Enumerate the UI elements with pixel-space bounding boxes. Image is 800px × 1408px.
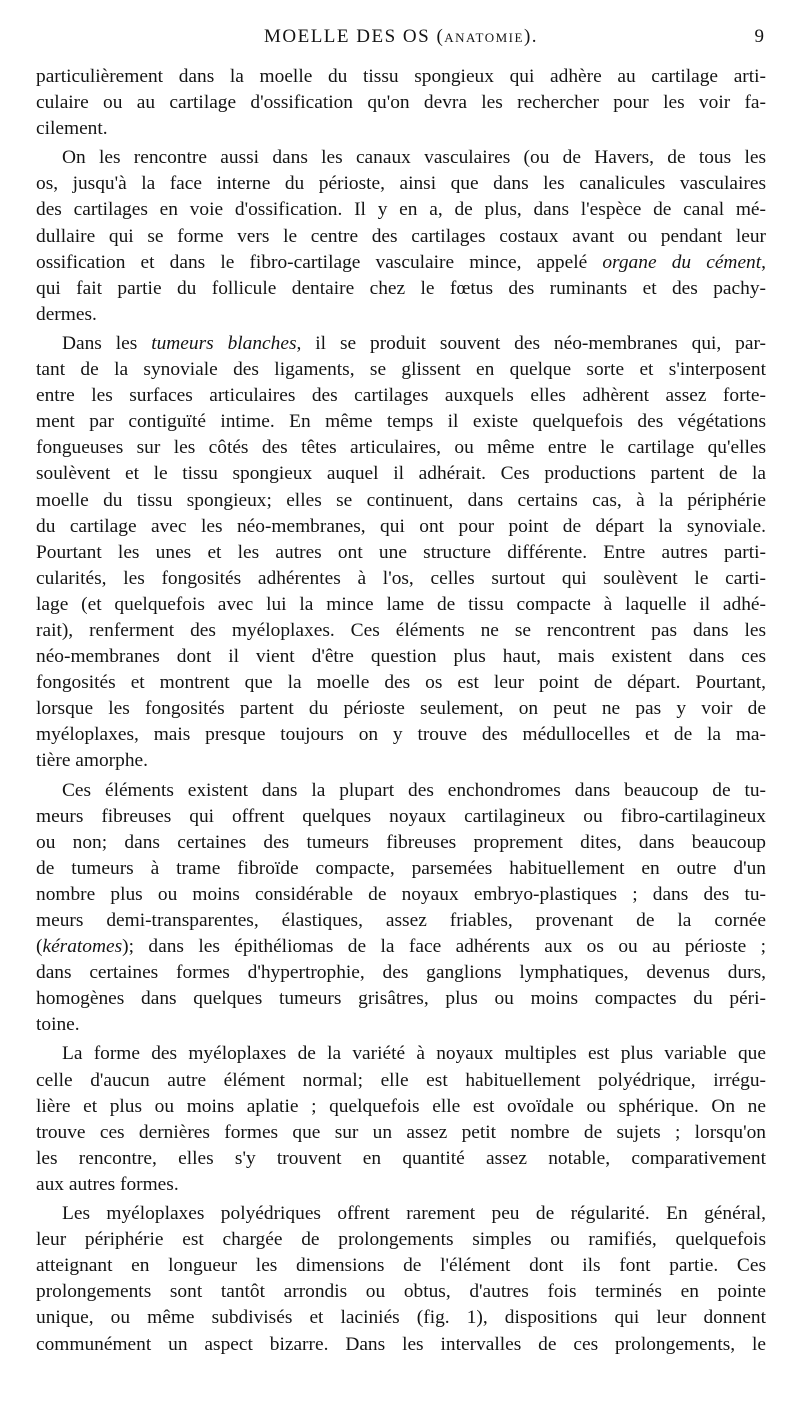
text-line: tant de la synoviale des ligaments, se glissent en quelque sorte et s'interposent xyxy=(36,359,766,381)
text-line: fongueuses sur les côtés des têtes articulaires, ou même entre le cartilage qu'elles xyxy=(36,437,766,459)
text-line: communément un aspect bizarre. Dans les intervalles de ces prolongements, le xyxy=(36,1333,766,1355)
text-line: du cartilage avec les néo-membranes, qui ont pour point de départ la synoviale. xyxy=(36,515,766,537)
text-line: os, jusqu'à la face interne du périoste, ainsi que dans les canalicules vasculaires xyxy=(36,173,766,195)
text-line: tière amorphe. xyxy=(36,750,148,772)
text-line: ou non; dans certaines des tumeurs fibreuses proprement dites, dans beaucoup xyxy=(36,831,766,853)
text-line: particulièrement dans la moelle du tissu spongieux qui adhère au cartilage arti- xyxy=(36,66,766,87)
paragraph xyxy=(36,1041,766,1198)
text-line: Les myéloplaxes polyédriques offrent rarement peu de régularité. En général, xyxy=(62,1203,766,1225)
paragraph xyxy=(36,145,766,328)
text-line: ment par contiguïté intime. En même temps il existe quelquefois des végétations xyxy=(36,411,766,433)
text-line: fongosités et montrent que la moelle des os est leur point de départ. Pourtant, xyxy=(36,672,766,694)
text-line: myéloplaxes, mais presque toujours on y trouve des médullocelles et de la ma- xyxy=(36,724,766,746)
text-line: culaire ou au cartilage d'ossification qu'on devra les rechercher pour les voir fa- xyxy=(36,92,766,114)
text-line: soulèvent et le tissu spongieux auquel il adhérait. Ces productions partent de la xyxy=(36,463,766,485)
text-line: dans certaines formes d'hypertrophie, des ganglions lymphatiques, devenus durs, xyxy=(36,962,766,984)
paragraph xyxy=(36,1201,766,1358)
text-line: Dans les tumeurs blanches, il se produit souvent des néo-membranes qui, par- xyxy=(62,332,766,354)
text-line: atteignant en longueur les dimensions de l'élément dont ils font partie. Ces xyxy=(36,1255,766,1277)
text-line: toine. xyxy=(36,1014,80,1036)
text-line: Pourtant les unes et les autres ont une structure différente. Entre autres parti- xyxy=(36,541,766,563)
text-line: nombre plus ou moins considérable de noyaux embryo-plastiques ; dans des tu- xyxy=(36,883,766,905)
running-header xyxy=(36,26,766,64)
text-line: moelle du tissu spongieux; elles se continuent, dans certains cas, à la périphérie xyxy=(36,489,766,511)
text-line: des cartilages en voie d'ossification. Il y en a, de plus, dans l'espèce de canal mé- xyxy=(36,199,766,221)
text-line: On les rencontre aussi dans les canaux vasculaires (ou de Havers, de tous les xyxy=(62,147,766,169)
running-title-main: MOELLE DES OS ( xyxy=(263,26,445,47)
text-line: homogènes dans quelques tumeurs grisâtres, plus ou moins compactes du péri- xyxy=(36,988,766,1010)
running-title-end: ). xyxy=(523,26,539,47)
text-line: cilement. xyxy=(36,118,108,140)
text-line: ossification et dans le fibro-cartilage vasculaire mince, appelé organe du cément, xyxy=(36,251,766,273)
text-line: unique, ou même subdivisés et laciniés (fig. 1), dispositions qui leur donnent xyxy=(36,1307,766,1329)
running-title-smallcaps: ANATOMIE xyxy=(444,30,524,45)
paragraph xyxy=(36,64,766,142)
running-title xyxy=(264,26,538,48)
body-text xyxy=(36,64,766,1358)
text-line: néo-membranes dont il vient d'être question plus haut, mais existent dans ces xyxy=(36,646,766,668)
text-line: leur périphérie est chargée de prolongements simples ou ramifiés, quelquefois xyxy=(36,1229,766,1251)
text-line: La forme des myéloplaxes de la variété à noyaux multiples est plus variable que xyxy=(62,1043,766,1065)
text-line: dermes. xyxy=(36,303,97,325)
text-line: de tumeurs à trame fibroïde compacte, parsemées habituellement en outre d'un xyxy=(36,857,766,879)
paragraph xyxy=(36,331,766,775)
text-line: meurs demi-transparentes, élastiques, assez friables, provenant de la cornée xyxy=(36,910,766,931)
text-line: cularités, les fongosités adhérentes à l'os, celles surtout qui soulèvent le carti- xyxy=(36,567,766,589)
page-number: 9 xyxy=(754,26,764,47)
text-line: trouve ces dernières formes que sur un assez petit nombre de sujets ; lorsqu'on xyxy=(36,1121,766,1143)
text-line: lière et plus ou moins aplatie ; quelquefois elle est ovoïdale ou sphérique. On ne xyxy=(36,1095,766,1117)
text-line: celle d'aucun autre élément normal; elle est habituellement polyédrique, irrégu- xyxy=(36,1069,766,1091)
text-line: les rencontre, elles s'y trouvent en quantité assez notable, comparativement xyxy=(36,1147,766,1169)
text-line: aux autres formes. xyxy=(36,1173,179,1195)
text-line: lage (et quelquefois avec lui la mince lame de tissu compacte à laquelle il adhé- xyxy=(36,593,766,615)
text-line: prolongements sont tantôt arrondis ou obtus, d'autres fois terminés en pointe xyxy=(36,1281,766,1303)
text-line: meurs fibreuses qui offrent quelques noyaux cartilagineux ou fibro-cartilagineux xyxy=(36,805,766,827)
text-line: entre les surfaces articulaires des cartilages auxquels elles adhèrent assez forte- xyxy=(36,385,766,407)
text-line: Ces éléments existent dans la plupart des enchondromes dans beaucoup de tu- xyxy=(62,779,766,801)
text-line: lorsque les fongosités partent du périoste seulement, on peut ne pas y voir de xyxy=(36,698,766,720)
text-line: dullaire qui se forme vers le centre des cartilages costaux avant ou pendant leur xyxy=(36,225,766,247)
text-line: rait), renferment des myéloplaxes. Ces éléments ne se rencontrent pas dans les xyxy=(36,619,766,641)
text-line: qui fait partie du follicule dentaire chez le fœtus des ruminants et des pachy- xyxy=(36,277,766,299)
paragraph xyxy=(36,778,766,1039)
text-line: (kératomes); dans les épithéliomas de la face adhérents aux os ou au périoste ; xyxy=(36,936,766,958)
